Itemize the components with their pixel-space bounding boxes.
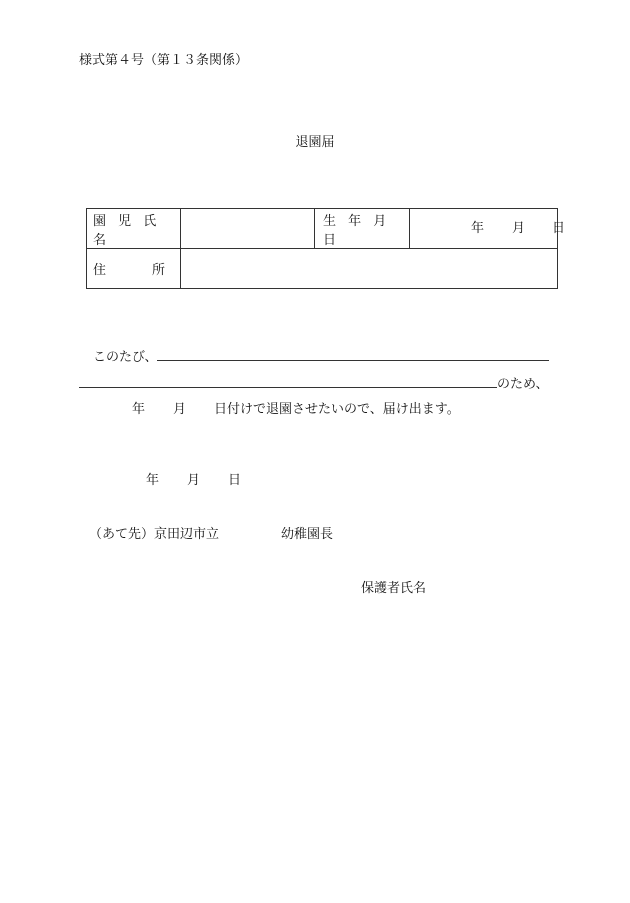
birthdate-label: 生 年 月 日	[315, 209, 410, 249]
application-date	[0, 474, 630, 488]
birth-month-unit: 月	[512, 221, 526, 236]
birth-year-unit: 年	[471, 221, 485, 236]
address-label	[87, 249, 181, 289]
apply-year-unit: 年	[146, 473, 160, 488]
reason-blank-2[interactable]	[79, 375, 497, 388]
guardian-name-label: 保護者氏名	[361, 581, 427, 596]
recipient-prefix: （あて先）京田辺市立	[89, 527, 220, 542]
address-field[interactable]	[181, 249, 558, 289]
reason-blank-1[interactable]	[157, 348, 549, 361]
info-table	[86, 208, 566, 289]
apply-month-unit: 月	[187, 473, 201, 488]
withdraw-year-unit: 年	[132, 402, 146, 417]
birthdate-field[interactable]	[410, 209, 566, 249]
withdraw-date-text: 日付けで退園させたいので、届け出ます。	[214, 402, 460, 417]
child-name-field[interactable]	[181, 209, 315, 249]
recipient-suffix: 幼稚園長	[281, 527, 334, 542]
line2-suffix: のため、	[497, 377, 549, 392]
form-number: 様式第４号（第１３条関係）	[79, 53, 249, 68]
table-row-address	[87, 249, 558, 289]
child-name-label: 園 児 氏 名	[87, 209, 181, 249]
birth-day-unit: 日	[552, 221, 566, 236]
address-label-char-1: 住	[93, 263, 107, 278]
address-label-char-2: 所	[151, 263, 165, 278]
body-line-2	[79, 375, 548, 391]
recipient	[89, 528, 389, 542]
body-line-1	[93, 348, 549, 364]
apply-day-unit: 日	[228, 473, 242, 488]
body-line-3	[0, 403, 630, 417]
table-row-name	[87, 209, 558, 249]
line1-prefix: このたび、	[93, 350, 158, 365]
withdraw-month-unit: 月	[173, 402, 187, 417]
document-title: 退園届	[295, 135, 335, 150]
